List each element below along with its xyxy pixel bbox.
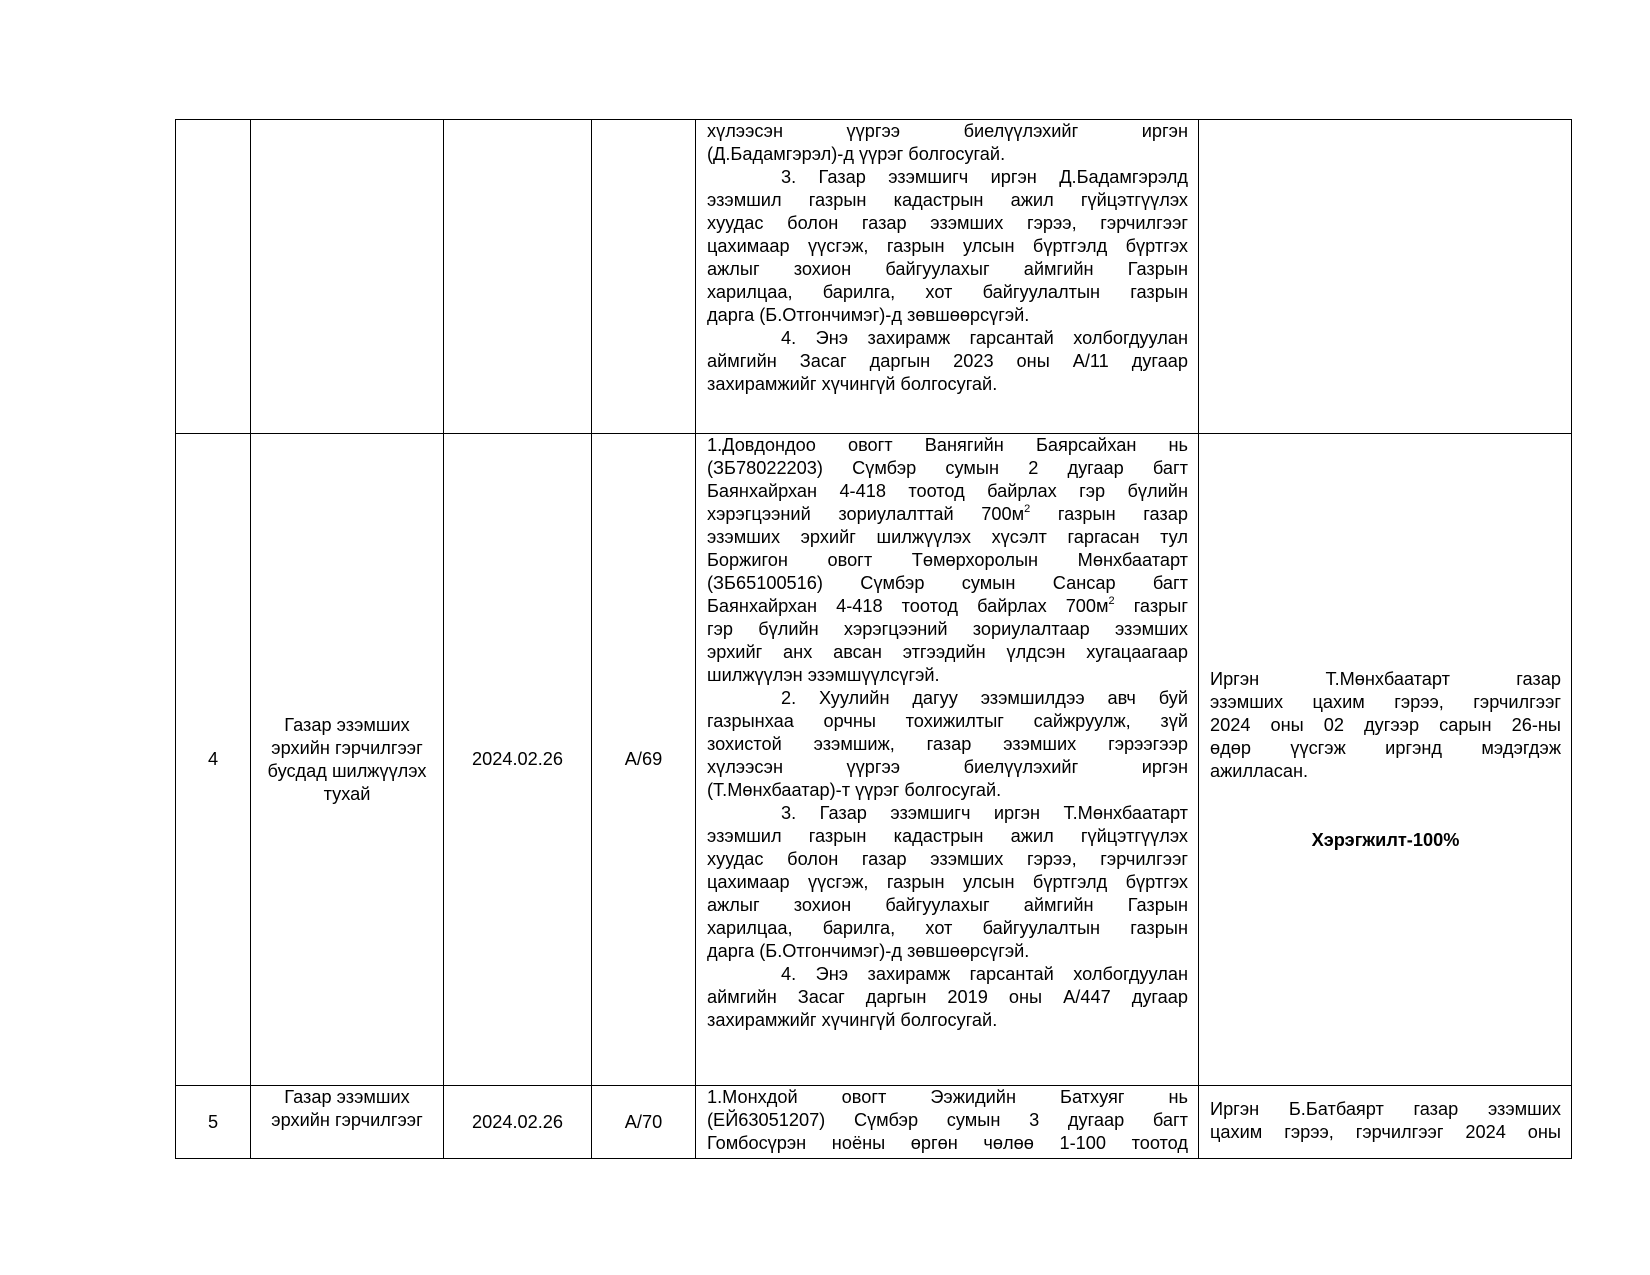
- body-line: 3. Газар эзэмшигч иргэн Т.Мөнхбаатарт: [781, 803, 1188, 823]
- body-line: 1.Довдондоо овогт Ванягийн Баярсайхан нь: [707, 435, 1188, 455]
- body-line: 1.Монхдой овогт Ээжидийн Батхуяг нь: [707, 1087, 1188, 1107]
- row-number: [176, 120, 251, 434]
- body-line: (Т.Мөнхбаатар)-т үүрэг болгосугай.: [707, 780, 1002, 800]
- table-row: [176, 120, 1572, 434]
- body-line: (Д.Бадамгэрэл)-д үүрэг болгосугай.: [707, 144, 1006, 164]
- body-line: дарга (Б.Отгончимэг)-д зөвшөөрсүгэй.: [707, 305, 1030, 325]
- decision-title: Газар эзэмших эрхийн гэрчилгээг: [251, 1086, 444, 1159]
- body-line: эзэмшил газрын кадастрын ажил гүйцэтгүүлэх: [707, 826, 1188, 846]
- result-line: өдөр үүсгэж иргэнд мэдэгдэж: [1210, 737, 1561, 758]
- body-line: ажлыг зохион байгуулахыг аймгийн Газрын: [707, 259, 1188, 279]
- body-line: хуудас болон газар эзэмших гэрээ, гэрчилгээг: [707, 849, 1188, 869]
- body-line: хуудас болон газар эзэмших гэрээ, гэрчилгээг: [707, 213, 1188, 233]
- decision-body: [696, 1086, 1199, 1159]
- table-row: [176, 434, 1572, 1086]
- decision-result: [1199, 1086, 1572, 1159]
- decisions-table: [175, 119, 1572, 1159]
- body-line: аймгийн Засаг даргын 2019 оны А/447 дугаар: [707, 987, 1188, 1007]
- superscript: 2: [1024, 503, 1031, 515]
- body-line: зохистой эзэмшиж, газар эзэмших гэрээгээр: [707, 734, 1188, 754]
- result-line: 2024 оны 02 дугээр сарын 26-ны: [1210, 714, 1561, 735]
- decision-title: [251, 120, 444, 434]
- result-line: ажилласан.: [1210, 760, 1309, 781]
- body-line: (ЗБ65100516) Сүмбэр сумын Сансар багт: [707, 573, 1188, 593]
- decision-date: [444, 120, 592, 434]
- body-line: эрхийг анх авсан этгээдийн үлдсэн хугацаагаар: [707, 642, 1188, 662]
- decision-code: А/70: [592, 1086, 696, 1159]
- body-line: 4. Энэ захирамж гарсантай холбогдуулан: [781, 328, 1188, 348]
- body-line: (ЗБ78022203) Сүмбэр сумын 2 дугаар багт: [707, 458, 1188, 478]
- decision-title: Газар эзэмших эрхийн гэрчилгээг бусдад шилжүүлэх тухай: [251, 434, 444, 1086]
- body-line: Баянхайрхан 4-418 тоотод байрлах гэр бүлийн: [707, 481, 1188, 501]
- result-line: эзэмших цахим гэрээ, гэрчилгээг: [1210, 691, 1561, 712]
- decision-body: [696, 434, 1199, 1086]
- body-line: 2. Хуулийн дагуу эзэмшилдээ авч буй: [781, 688, 1188, 708]
- body-line: Боржигон овогт Төмөрхоролын Мөнхбаатарт: [707, 550, 1188, 570]
- row-number: 4: [176, 434, 251, 1086]
- decision-date: 2024.02.26: [444, 434, 592, 1086]
- body-line: (ЕЙ63051207) Сүмбэр сумын 3 дугаар багт: [707, 1110, 1188, 1130]
- body-line: Баянхайрхан 4-418 тоотод байрлах $700м^2$ газрыг: [707, 595, 1189, 616]
- decision-result: [1199, 120, 1572, 434]
- body-line: захирамжийг хүчингүй болгосугай.: [707, 374, 998, 394]
- body-line: харилцаа, барилга, хот байгуулалтын газрын: [707, 282, 1188, 302]
- body-line: цахимаар үүсгэж, газрын улсын бүртгэлд бүртгэх: [707, 236, 1188, 256]
- body-line: газрынхаа орчны тохижилтыг сайжруулж, зүй: [707, 711, 1188, 731]
- body-line: гэр бүлийн хэрэгцээний зориулалтаар эзэмших: [707, 619, 1188, 639]
- body-line: харилцаа, барилга, хот байгуулалтын газрын: [707, 918, 1188, 938]
- row-number: 5: [176, 1086, 251, 1159]
- body-line: ажлыг зохион байгуулахыг аймгийн Газрын: [707, 895, 1188, 915]
- result-line: цахим гэрээ, гэрчилгээг 2024 оны: [1210, 1122, 1561, 1142]
- body-line: хэрэгцээний зориулалттай $700м^2$ газрын газар: [707, 503, 1188, 524]
- body-line: эзэмших эрхийг шилжүүлэх хүсэлт гаргасан тул: [707, 527, 1188, 547]
- body-line: хүлээсэн үүргээ биелүүлэхийг иргэн: [707, 121, 1188, 141]
- body-line: цахимаар үүсгэж, газрын улсын бүртгэлд бүртгэх: [707, 872, 1188, 892]
- decision-body: [696, 120, 1199, 434]
- decision-result: [1199, 434, 1572, 1086]
- result-line: Иргэн Б.Батбаярт газар эзэмших: [1210, 1099, 1561, 1119]
- decision-date: 2024.02.26: [444, 1086, 592, 1159]
- body-line: Гомбосүрэн ноёны өргөн чөлөө 1-100 тоотод: [707, 1133, 1188, 1153]
- decision-code: [592, 120, 696, 434]
- superscript: 2: [1108, 595, 1115, 607]
- result-line: Иргэн Т.Мөнхбаатарт газар: [1210, 668, 1561, 689]
- table-row: [176, 1086, 1572, 1159]
- body-line: 4. Энэ захирамж гарсантай холбогдуулан: [781, 964, 1188, 984]
- implementation-status: Хэрэгжилт-100%: [1311, 829, 1460, 850]
- body-line: шилжүүлэн эзэмшүүлсүгэй.: [707, 665, 940, 685]
- body-line: дарга (Б.Отгончимэг)-д зөвшөөрсүгэй.: [707, 941, 1030, 961]
- body-line: хүлээсэн үүргээ биелүүлэхийг иргэн: [707, 757, 1188, 777]
- body-line: захирамжийг хүчингүй болгосугай.: [707, 1010, 998, 1030]
- body-line: эзэмшил газрын кадастрын ажил гүйцэтгүүлэх: [707, 190, 1188, 210]
- body-line: 3. Газар эзэмшигч иргэн Д.Бадамгэрэлд: [781, 167, 1188, 187]
- decision-code: А/69: [592, 434, 696, 1086]
- body-line: аймгийн Засаг даргын 2023 оны А/11 дугаар: [707, 351, 1188, 371]
